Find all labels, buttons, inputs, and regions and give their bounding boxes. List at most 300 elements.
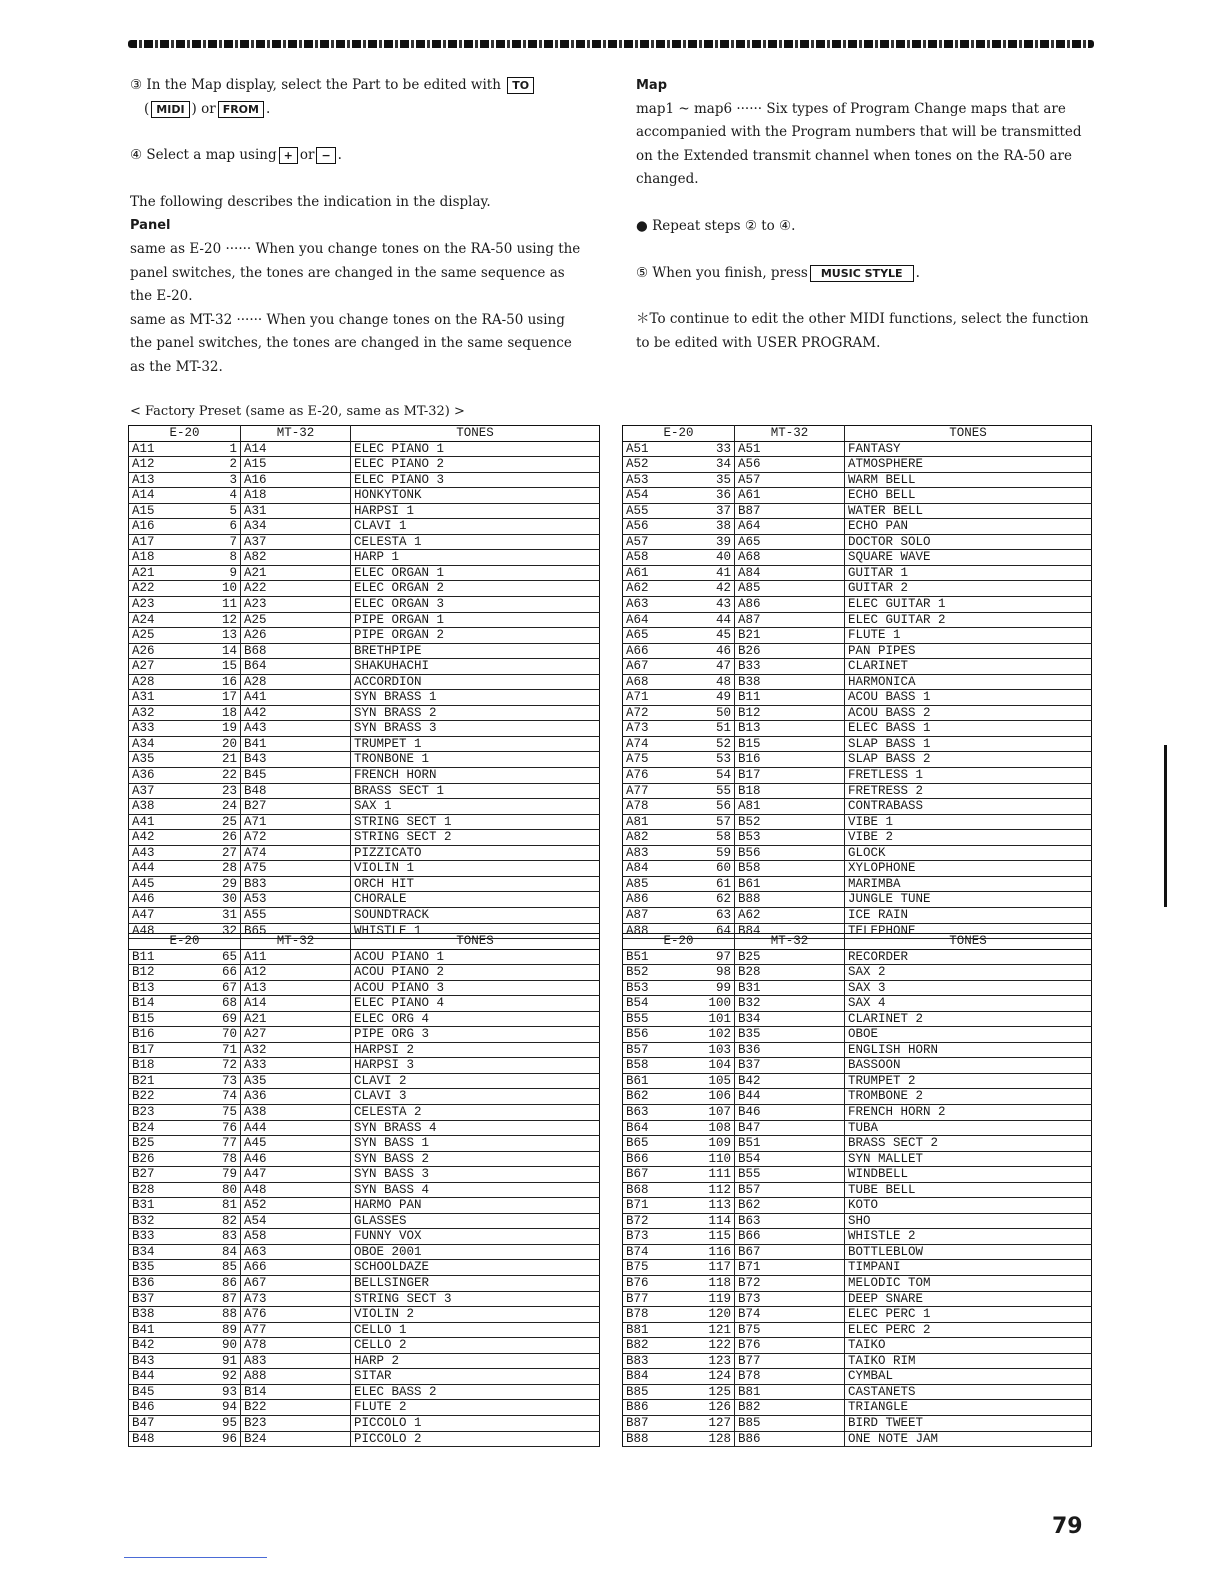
program-number: 44 xyxy=(693,612,735,628)
e20-code: A57 xyxy=(623,534,693,550)
e20-code: B84 xyxy=(623,1369,693,1385)
mt32-code: A64 xyxy=(735,519,845,535)
mt32-code: B43 xyxy=(241,752,351,768)
mt32-code: A83 xyxy=(241,1353,351,1369)
header-mt32: MT-32 xyxy=(241,426,351,442)
e20-code: A41 xyxy=(129,814,199,830)
e20-code: B75 xyxy=(623,1260,693,1276)
program-number: 87 xyxy=(199,1291,241,1307)
mt32-code: B54 xyxy=(735,1151,845,1167)
program-number: 60 xyxy=(693,861,735,877)
table-row xyxy=(623,1120,1092,1136)
e20-code: A87 xyxy=(623,907,693,923)
table-row xyxy=(623,565,1092,581)
table-row xyxy=(623,996,1092,1012)
e20-code: A75 xyxy=(623,752,693,768)
program-number: 71 xyxy=(199,1042,241,1058)
factory-preset-caption: < Factory Preset (same as E-20, same as MT-32) > xyxy=(130,404,465,419)
tone-name: CELLO 1 xyxy=(351,1322,600,1338)
e20-code: A22 xyxy=(129,581,199,597)
table-row xyxy=(623,949,1092,965)
program-number: 111 xyxy=(693,1167,735,1183)
e20-code: B35 xyxy=(129,1260,199,1276)
program-number: 100 xyxy=(693,996,735,1012)
mt32-code: A21 xyxy=(241,1011,351,1027)
e20-code: B77 xyxy=(623,1291,693,1307)
mt32-code: A38 xyxy=(241,1105,351,1121)
tone-name: CLAVI 3 xyxy=(351,1089,600,1105)
table-row xyxy=(623,1431,1092,1447)
table-row xyxy=(129,965,600,981)
tone-name: TRONBONE 1 xyxy=(351,752,600,768)
header-e20: E-20 xyxy=(129,426,241,442)
header-mt32: MT-32 xyxy=(241,934,351,950)
e20-code: A14 xyxy=(129,488,199,504)
tone-name: SHO xyxy=(845,1213,1092,1229)
e20-code: A53 xyxy=(623,472,693,488)
program-number: 11 xyxy=(199,597,241,613)
mt32-code: A22 xyxy=(241,581,351,597)
table-row xyxy=(129,1105,600,1121)
tone-name: CHORALE xyxy=(351,892,600,908)
table-row xyxy=(623,534,1092,550)
table-row xyxy=(129,550,600,566)
program-number: 1 xyxy=(199,441,241,457)
e20-code: A25 xyxy=(129,628,199,644)
e20-code: A13 xyxy=(129,472,199,488)
e20-code: A35 xyxy=(129,752,199,768)
table-row xyxy=(129,736,600,752)
table-row xyxy=(129,876,600,892)
table-row xyxy=(623,472,1092,488)
e20-code: B86 xyxy=(623,1400,693,1416)
tone-name: ELEC PIANO 3 xyxy=(351,472,600,488)
tone-name: TRUMPET 1 xyxy=(351,736,600,752)
mt32-code: A71 xyxy=(241,814,351,830)
table-row xyxy=(623,643,1092,659)
table-row xyxy=(623,1027,1092,1043)
tone-name: SYN BASS 2 xyxy=(351,1151,600,1167)
table-row xyxy=(623,907,1092,923)
tone-table-4 xyxy=(622,933,1092,1447)
e20-code: B25 xyxy=(129,1136,199,1152)
program-number: 7 xyxy=(199,534,241,550)
tone-name: SQUARE WAVE xyxy=(845,550,1092,566)
tone-name: PAN PIPES xyxy=(845,643,1092,659)
program-number: 8 xyxy=(199,550,241,566)
footer-line xyxy=(124,1557,267,1558)
table-row xyxy=(129,799,600,815)
mt32-code: B27 xyxy=(241,799,351,815)
e20-code: A17 xyxy=(129,534,199,550)
e20-code: A71 xyxy=(623,690,693,706)
mt32-code: B13 xyxy=(735,721,845,737)
mt32-code: A14 xyxy=(241,996,351,1012)
table-row xyxy=(129,1136,600,1152)
mt32-code: B75 xyxy=(735,1322,845,1338)
mt32-code: B28 xyxy=(735,965,845,981)
program-number: 59 xyxy=(693,845,735,861)
tone-name: ELEC ORGAN 2 xyxy=(351,581,600,597)
tone-name: ELEC GUITAR 2 xyxy=(845,612,1092,628)
tone-name: HARPSI 2 xyxy=(351,1042,600,1058)
e20-code: B78 xyxy=(623,1307,693,1323)
tone-name: VIBE 1 xyxy=(845,814,1092,830)
e20-code: B13 xyxy=(129,980,199,996)
e20-code: B52 xyxy=(623,965,693,981)
table-row xyxy=(623,597,1092,613)
table-row xyxy=(623,659,1092,675)
table-row xyxy=(623,550,1092,566)
table-row xyxy=(129,783,600,799)
program-number: 51 xyxy=(693,721,735,737)
e20-code: A74 xyxy=(623,736,693,752)
e20-code: A63 xyxy=(623,597,693,613)
program-number: 42 xyxy=(693,581,735,597)
e20-code: B42 xyxy=(129,1338,199,1354)
step-3: ③ In the Map display, select the Part to be edited with TO xyxy=(130,74,590,98)
mt32-code: B53 xyxy=(735,830,845,846)
mt32-code: B11 xyxy=(735,690,845,706)
program-number: 12 xyxy=(199,612,241,628)
program-number: 30 xyxy=(199,892,241,908)
e20-code: A55 xyxy=(623,503,693,519)
mt32-code: A13 xyxy=(241,980,351,996)
tone-name: SYN BRASS 3 xyxy=(351,721,600,737)
tone-name: SLAP BASS 2 xyxy=(845,752,1092,768)
tone-name: FRENCH HORN 2 xyxy=(845,1105,1092,1121)
program-number: 56 xyxy=(693,799,735,815)
table-row xyxy=(623,612,1092,628)
program-number: 9 xyxy=(199,565,241,581)
mt32-code: B17 xyxy=(735,768,845,784)
program-number: 84 xyxy=(199,1244,241,1260)
table-row xyxy=(623,830,1092,846)
table-row xyxy=(623,457,1092,473)
tone-name: SYN MALLET xyxy=(845,1151,1092,1167)
table-row xyxy=(129,1260,600,1276)
e20-code: B85 xyxy=(623,1384,693,1400)
e20-code: B72 xyxy=(623,1213,693,1229)
program-number: 49 xyxy=(693,690,735,706)
e20-code: A77 xyxy=(623,783,693,799)
table-row xyxy=(129,1011,600,1027)
e20-code: A81 xyxy=(623,814,693,830)
tone-name: VIBE 2 xyxy=(845,830,1092,846)
mt32-code: A48 xyxy=(241,1182,351,1198)
tone-name: TAIKO RIM xyxy=(845,1353,1092,1369)
mt32-code: A77 xyxy=(241,1322,351,1338)
mt32-code: A88 xyxy=(241,1369,351,1385)
mt32-code: A27 xyxy=(241,1027,351,1043)
e20-code: B61 xyxy=(623,1073,693,1089)
step-4: ④ Select a map using + or − . xyxy=(130,147,342,164)
mt32-code: B14 xyxy=(241,1384,351,1400)
tone-name: GLOCK xyxy=(845,845,1092,861)
tone-name: RECORDER xyxy=(845,949,1092,965)
table-row xyxy=(129,457,600,473)
e20-code: A33 xyxy=(129,721,199,737)
e20-code: B24 xyxy=(129,1120,199,1136)
tone-name: STRING SECT 3 xyxy=(351,1291,600,1307)
mt32-code: B55 xyxy=(735,1167,845,1183)
tone-name: BELLSINGER xyxy=(351,1276,600,1292)
program-number: 115 xyxy=(693,1229,735,1245)
mt32-code: A57 xyxy=(735,472,845,488)
tone-name: SLAP BASS 1 xyxy=(845,736,1092,752)
e20-code: B67 xyxy=(623,1167,693,1183)
table-row xyxy=(129,768,600,784)
e20-code: A38 xyxy=(129,799,199,815)
table-row xyxy=(129,1182,600,1198)
mt32-code: B68 xyxy=(241,643,351,659)
tone-name: BRASS SECT 1 xyxy=(351,783,600,799)
program-number: 21 xyxy=(199,752,241,768)
tone-name: BRASS SECT 2 xyxy=(845,1136,1092,1152)
header-tones: TONES xyxy=(845,426,1092,442)
mt32-code: A56 xyxy=(735,457,845,473)
e20-code: B51 xyxy=(623,949,693,965)
tone-name: WINDBELL xyxy=(845,1167,1092,1183)
table-row xyxy=(623,1400,1092,1416)
e20-code: B47 xyxy=(129,1415,199,1431)
program-number: 45 xyxy=(693,628,735,644)
e20-code: A12 xyxy=(129,457,199,473)
program-number: 124 xyxy=(693,1369,735,1385)
tone-name: SAX 2 xyxy=(845,965,1092,981)
program-number: 109 xyxy=(693,1136,735,1152)
mt32-code: B85 xyxy=(735,1415,845,1431)
e20-code: A82 xyxy=(623,830,693,846)
table-row xyxy=(129,1338,600,1354)
program-number: 112 xyxy=(693,1182,735,1198)
mt32-code: A65 xyxy=(735,534,845,550)
table-row xyxy=(623,1415,1092,1431)
table-row xyxy=(129,1027,600,1043)
e20-code: B21 xyxy=(129,1073,199,1089)
program-number: 74 xyxy=(199,1089,241,1105)
e20-code: A52 xyxy=(623,457,693,473)
tone-name: GUITAR 1 xyxy=(845,565,1092,581)
program-number: 90 xyxy=(199,1338,241,1354)
mt32-code: B32 xyxy=(735,996,845,1012)
tone-name: SAX 1 xyxy=(351,799,600,815)
mt32-code: A86 xyxy=(735,597,845,613)
mt32-code: B35 xyxy=(735,1027,845,1043)
mt32-code: B72 xyxy=(735,1276,845,1292)
tone-name: ELEC PIANO 1 xyxy=(351,441,600,457)
tone-name: ELEC PIANO 2 xyxy=(351,457,600,473)
tone-name: PICCOLO 2 xyxy=(351,1431,600,1447)
program-number: 66 xyxy=(199,965,241,981)
e20-code: A76 xyxy=(623,768,693,784)
tone-name: ELEC BASS 2 xyxy=(351,1384,600,1400)
mt32-code: A78 xyxy=(241,1338,351,1354)
tone-name: SOUNDTRACK xyxy=(351,907,600,923)
mt32-code: B23 xyxy=(241,1415,351,1431)
program-number: 113 xyxy=(693,1198,735,1214)
program-number: 91 xyxy=(199,1353,241,1369)
tone-name: SITAR xyxy=(351,1369,600,1385)
table-row xyxy=(623,1260,1092,1276)
mt32-code: A63 xyxy=(241,1244,351,1260)
e20-code: A48 xyxy=(129,923,199,939)
e20-code: A11 xyxy=(129,441,199,457)
table-row xyxy=(623,1291,1092,1307)
tone-name: ACOU PIANO 3 xyxy=(351,980,600,996)
e20-code: B23 xyxy=(129,1105,199,1121)
e20-code: B57 xyxy=(623,1042,693,1058)
tone-table-2 xyxy=(622,425,1092,939)
table-row xyxy=(129,1120,600,1136)
mt32-code: B47 xyxy=(735,1120,845,1136)
mt32-code: A28 xyxy=(241,674,351,690)
tone-name: ACOU PIANO 2 xyxy=(351,965,600,981)
mt32-code: B31 xyxy=(735,980,845,996)
program-number: 18 xyxy=(199,705,241,721)
mt32-code: B46 xyxy=(735,1105,845,1121)
mt32-code: A14 xyxy=(241,441,351,457)
mt32-code: B86 xyxy=(735,1431,845,1447)
tone-name: ACOU BASS 1 xyxy=(845,690,1092,706)
page-number: 79 xyxy=(1052,1514,1083,1539)
e20-code: B38 xyxy=(129,1307,199,1323)
tone-name: WARM BELL xyxy=(845,472,1092,488)
e20-code: A56 xyxy=(623,519,693,535)
table-row xyxy=(623,980,1092,996)
tone-name: HONKYTONK xyxy=(351,488,600,504)
mt32-code: B65 xyxy=(241,923,351,939)
mt32-code: B42 xyxy=(735,1073,845,1089)
table-row xyxy=(129,1073,600,1089)
program-number: 38 xyxy=(693,519,735,535)
program-number: 55 xyxy=(693,783,735,799)
e20-code: B54 xyxy=(623,996,693,1012)
tone-name: GUITAR 2 xyxy=(845,581,1092,597)
table-row xyxy=(623,861,1092,877)
table-row xyxy=(129,1244,600,1260)
program-number: 125 xyxy=(693,1384,735,1400)
table-row xyxy=(129,1369,600,1385)
table-row xyxy=(623,690,1092,706)
e20-code: B37 xyxy=(129,1291,199,1307)
program-number: 69 xyxy=(199,1011,241,1027)
panel-mt32-text: same as MT-32 ······ When you change tones on the RA-50 using the panel switches, the tones are changed in the same sequence as the MT-32. xyxy=(130,311,572,375)
tone-name: XYLOPHONE xyxy=(845,861,1092,877)
mt32-code: A72 xyxy=(241,830,351,846)
table-row xyxy=(129,519,600,535)
mt32-code: A12 xyxy=(241,965,351,981)
e20-code: B58 xyxy=(623,1058,693,1074)
panel-heading: Panel xyxy=(130,218,171,234)
program-number: 118 xyxy=(693,1276,735,1292)
e20-code: B11 xyxy=(129,949,199,965)
tone-name: CLARINET xyxy=(845,659,1092,675)
program-number: 93 xyxy=(199,1384,241,1400)
tone-name: FUNNY VOX xyxy=(351,1229,600,1245)
program-number: 121 xyxy=(693,1322,735,1338)
mt32-code: A34 xyxy=(241,519,351,535)
mt32-code: A31 xyxy=(241,503,351,519)
table-row xyxy=(129,1167,600,1183)
tone-name: STRING SECT 2 xyxy=(351,830,600,846)
mt32-code: A25 xyxy=(241,612,351,628)
e20-code: B43 xyxy=(129,1353,199,1369)
tone-name: FLUTE 2 xyxy=(351,1400,600,1416)
table-row xyxy=(623,1384,1092,1400)
table-header-row xyxy=(129,934,600,950)
e20-code: A23 xyxy=(129,597,199,613)
e20-code: A43 xyxy=(129,845,199,861)
tone-name: BIRD TWEET xyxy=(845,1415,1092,1431)
tone-name: WATER BELL xyxy=(845,503,1092,519)
e20-code: B15 xyxy=(129,1011,199,1027)
table-row xyxy=(129,441,600,457)
e20-code: A72 xyxy=(623,705,693,721)
mt32-code: B62 xyxy=(735,1198,845,1214)
tone-name: ICE RAIN xyxy=(845,907,1092,923)
table-row xyxy=(623,1198,1092,1214)
program-number: 37 xyxy=(693,503,735,519)
program-number: 95 xyxy=(199,1415,241,1431)
table-row xyxy=(623,1244,1092,1260)
mt32-code: B83 xyxy=(241,876,351,892)
tone-name: OBOE 2001 xyxy=(351,1244,600,1260)
e20-code: A24 xyxy=(129,612,199,628)
program-number: 96 xyxy=(199,1431,241,1447)
e20-code: B65 xyxy=(623,1136,693,1152)
tone-name: PICCOLO 1 xyxy=(351,1415,600,1431)
table-row xyxy=(623,1058,1092,1074)
program-number: 99 xyxy=(693,980,735,996)
mt32-code: A18 xyxy=(241,488,351,504)
e20-code: A36 xyxy=(129,768,199,784)
table-row xyxy=(623,799,1092,815)
e20-code: A88 xyxy=(623,923,693,939)
note-text: ＊To continue to edit the other MIDI functions, select the function to be edited with USER PROGRAM. xyxy=(636,311,1089,351)
program-number: 41 xyxy=(693,565,735,581)
table-row xyxy=(623,1011,1092,1027)
mt32-code: B58 xyxy=(735,861,845,877)
tone-name: TELEPHONE xyxy=(845,923,1092,939)
mt32-code: A42 xyxy=(241,705,351,721)
mt32-code: B82 xyxy=(735,1400,845,1416)
program-number: 22 xyxy=(199,768,241,784)
program-number: 17 xyxy=(199,690,241,706)
mt32-code: B51 xyxy=(735,1136,845,1152)
e20-code: A66 xyxy=(623,643,693,659)
e20-code: B17 xyxy=(129,1042,199,1058)
mt32-code: B52 xyxy=(735,814,845,830)
program-number: 46 xyxy=(693,643,735,659)
e20-code: A18 xyxy=(129,550,199,566)
table-row xyxy=(129,612,600,628)
mt32-code: A62 xyxy=(735,907,845,923)
table-row xyxy=(129,907,600,923)
program-number: 61 xyxy=(693,876,735,892)
program-number: 76 xyxy=(199,1120,241,1136)
header-tones: TONES xyxy=(351,934,600,950)
program-number: 78 xyxy=(199,1151,241,1167)
table-header-row xyxy=(623,934,1092,950)
table-row xyxy=(129,752,600,768)
mt32-code: B84 xyxy=(735,923,845,939)
tone-name: ATMOSPHERE xyxy=(845,457,1092,473)
program-number: 83 xyxy=(199,1229,241,1245)
e20-code: A85 xyxy=(623,876,693,892)
plus-key: + xyxy=(279,147,298,164)
program-number: 92 xyxy=(199,1369,241,1385)
